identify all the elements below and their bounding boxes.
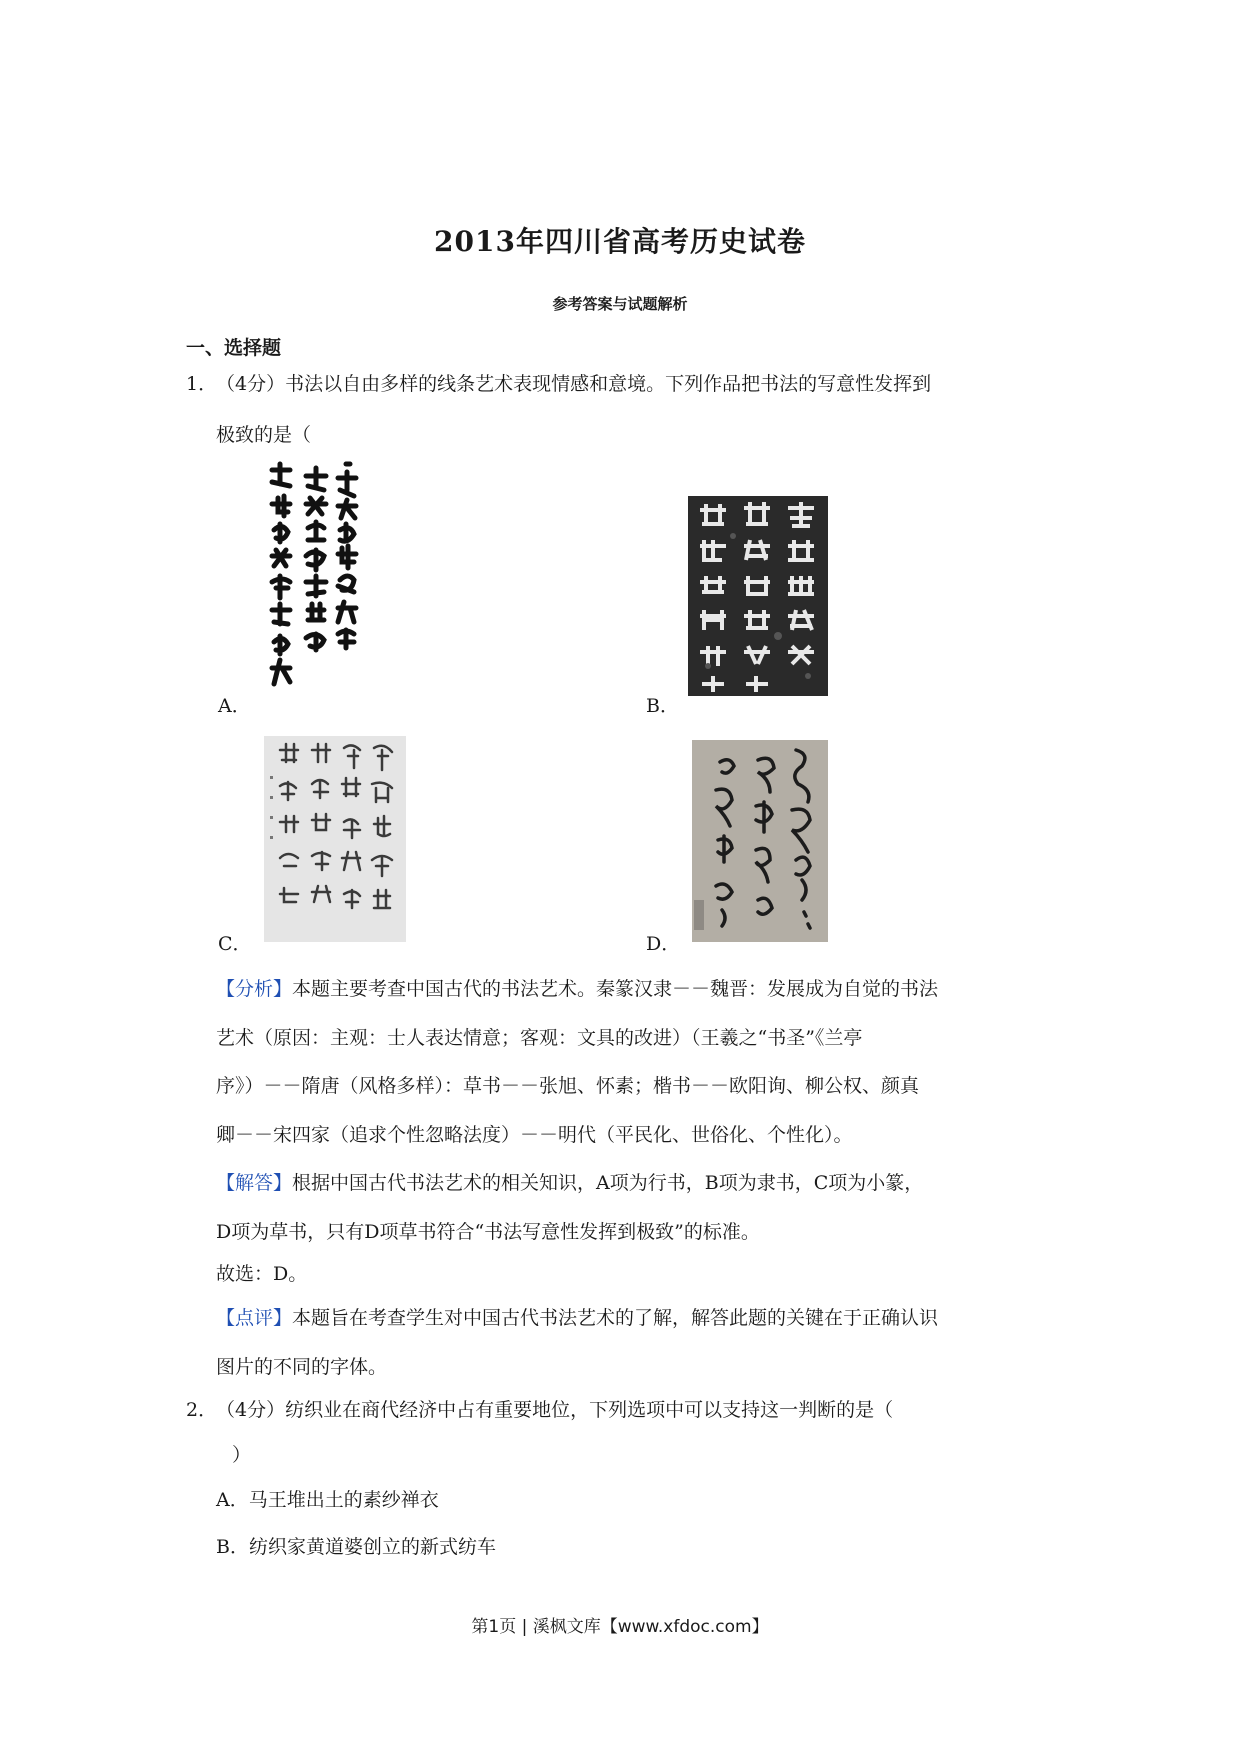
question-number: 1． xyxy=(186,373,218,395)
calligraphy-image-d xyxy=(692,740,828,942)
comment-tag: 【点评】 xyxy=(216,1307,293,1329)
option-a[interactable]: A．马王堆出土的素纱禅衣 xyxy=(216,1489,439,1511)
option-c-label[interactable]: C． xyxy=(218,933,252,955)
question-stem-line: ） xyxy=(232,1444,252,1466)
answer-line: 【解答】根据中国古代书法艺术的相关知识，A项为行书，B项为隶书，C项为小篆， xyxy=(216,1172,924,1194)
option-d-label[interactable]: D． xyxy=(646,933,681,955)
question-stem-line: 极致的是（ xyxy=(216,424,312,446)
calligraphy-image-c xyxy=(264,736,406,942)
calligraphy-image-b xyxy=(688,496,828,696)
choice-line: 故选：D。 xyxy=(216,1263,308,1285)
analysis-line: 【分析】本题主要考查中国古代的书法艺术。秦篆汉隶－－魏晋：发展成为自觉的书法 xyxy=(216,978,939,1000)
answer-line: D项为草书，只有D项草书符合“书法写意性发挥到极致”的标准。 xyxy=(216,1221,760,1243)
option-b-label[interactable]: B． xyxy=(646,695,679,717)
comment-line: 【点评】本题旨在考查学生对中国古代书法艺术的了解，解答此题的关键在于正确认识 xyxy=(216,1307,939,1329)
calligraphy-image-a xyxy=(258,458,368,698)
question-stem-line: （4分）书法以自由多样的线条艺术表现情感和意境。下列作品把书法的写意性发挥到 xyxy=(216,373,932,395)
section-heading: 一、选择题 xyxy=(186,337,282,359)
option-a-label[interactable]: A． xyxy=(218,695,251,717)
analysis-line: 卿－－宋四家（追求个性忽略法度）－－明代（平民化、世俗化、个性化）。 xyxy=(216,1124,853,1146)
analysis-line: 序》）－－隋唐（风格多样）：草书－－张旭、怀素；楷书－－欧阳询、柳公权、颜真 xyxy=(216,1075,920,1097)
analysis-tag: 【分析】 xyxy=(216,978,293,1000)
document-title: 2013年四川省高考历史试卷 xyxy=(434,225,806,258)
answer-tag: 【解答】 xyxy=(216,1172,293,1194)
comment-line: 图片的不同的字体。 xyxy=(216,1356,388,1378)
question-number: 2． xyxy=(186,1399,218,1421)
document-subtitle: 参考答案与试题解析 xyxy=(552,295,688,313)
option-b[interactable]: B．纺织家黄道婆创立的新式纺车 xyxy=(216,1536,496,1558)
analysis-line: 艺术（原因：主观：士人表达情意；客观：文具的改进）（王羲之“书圣”《兰亭 xyxy=(216,1027,863,1049)
question-stem-line: （4分）纺织业在商代经济中占有重要地位，下列选项中可以支持这一判断的是（ xyxy=(216,1399,894,1421)
page-footer: 第1页 | 溪枫文库【www.xfdoc.com】 xyxy=(471,1617,769,1637)
